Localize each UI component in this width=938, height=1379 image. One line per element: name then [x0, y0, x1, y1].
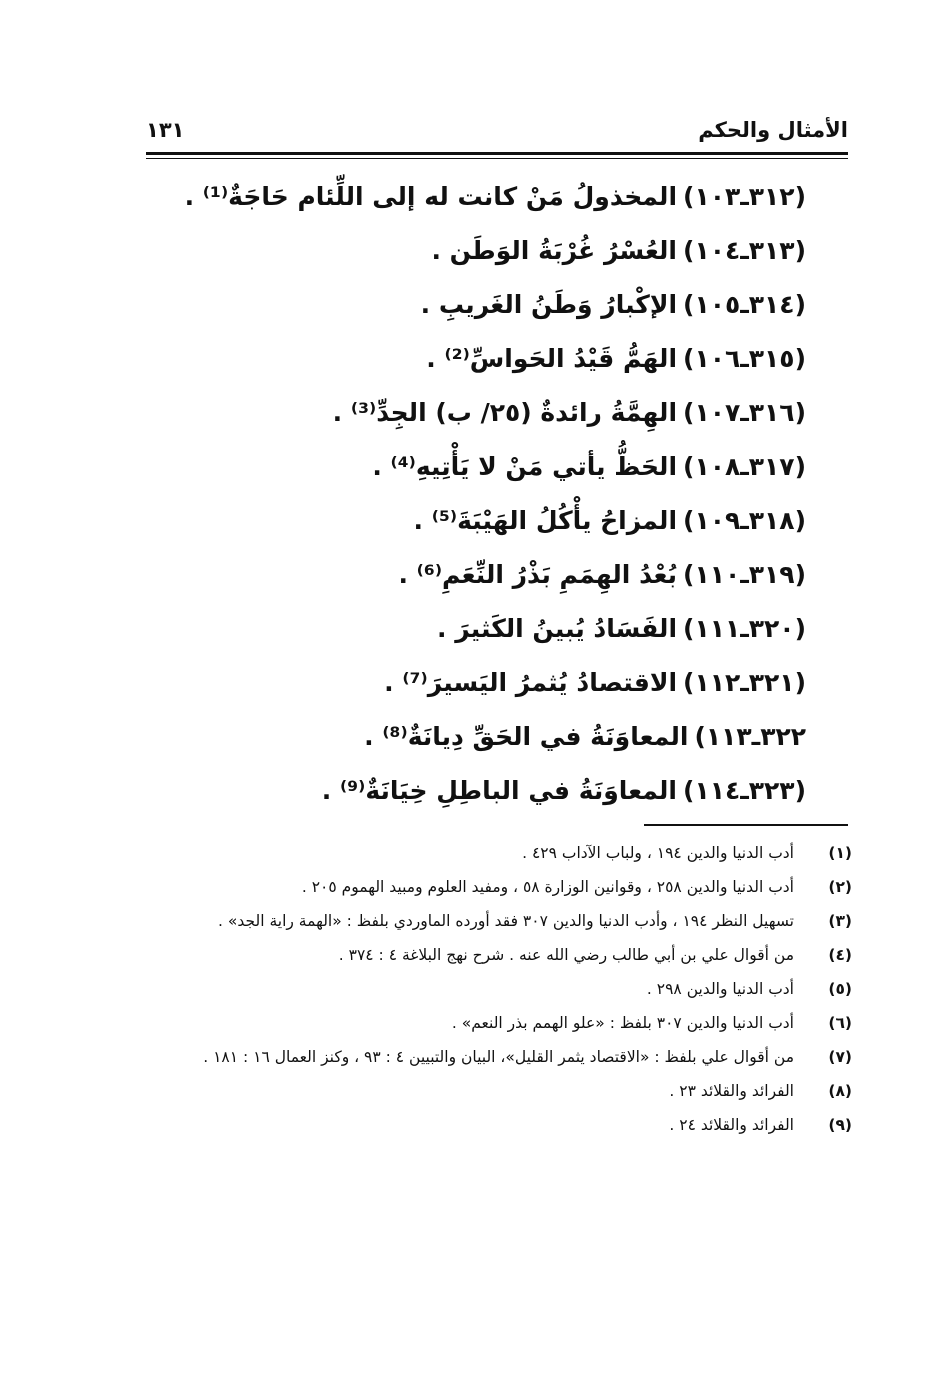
entry-number: (٣١٥ـ١٠٦): [683, 344, 806, 373]
proverb-entry: [166, 440, 806, 494]
footnote-separator: [644, 824, 848, 826]
footnote-marker: (١): [828, 844, 852, 862]
entry-number: (٣١٤ـ١٠٥): [683, 290, 806, 319]
proverb-entry: [166, 170, 806, 224]
footnote-text: تسهيل النظر ١٩٤ ، وأدب الدنيا والدين ٣٠٧ فقد أورده الماوردي بلفظ : «الهمة راية الجد» .: [218, 912, 794, 930]
footnote: [142, 870, 852, 904]
footnote-text: الفرائد والقلائد ٢٣ .: [669, 1082, 794, 1100]
entry-number: (٣٢١ـ١١٢): [683, 668, 806, 697]
footnote-marker: (٧): [828, 1048, 852, 1066]
footnote-text: أدب الدنيا والدين ١٩٤ ، ولباب الآداب ٤٢٩ .: [522, 844, 794, 862]
entry-text: المخذولُ مَنْ كانت له إلى اللِّئام حَاجَةٌ⁽¹⁾ .: [184, 182, 678, 211]
footnote-text: أدب الدنيا والدين ٢٩٨ .: [646, 980, 794, 998]
proverb-entry: [166, 656, 806, 710]
proverb-entry: [166, 548, 806, 602]
entry-text: المعاوَنَةُ في الحَقِّ دِيانَةٌ⁽⁸⁾ .: [364, 722, 689, 751]
header-rule-thin: [146, 158, 848, 159]
entry-number: (٣١٣ـ١٠٤): [683, 236, 806, 265]
running-header: [146, 114, 848, 148]
footnotes: [142, 836, 852, 1142]
entry-text: الفَسَادُ يُبينُ الكَثيرَ .: [437, 614, 678, 643]
page-number: ١٣١: [146, 118, 185, 142]
proverb-entry: [166, 494, 806, 548]
footnote: [142, 1074, 852, 1108]
footnote: [142, 938, 852, 972]
header-rule: [146, 152, 848, 155]
entry-text: الاقتصادُ يُثمرُ اليَسيرَ⁽⁷⁾ .: [384, 668, 678, 697]
entry-number: (٣١٨ـ١٠٩): [683, 506, 806, 535]
entry-number: (٣١٩ـ١١٠): [683, 560, 806, 589]
footnote-text: أدب الدنيا والدين ٣٠٧ بلفظ : «علو الهمم بذر النعم» .: [451, 1014, 794, 1032]
entry-text: الإكْبارُ وَطَنُ الغَريبِ .: [420, 290, 678, 319]
proverb-entry: [166, 332, 806, 386]
entry-number: (٣٢٣ـ١١٤): [683, 776, 806, 805]
footnote: [142, 972, 852, 1006]
proverb-entry: [166, 278, 806, 332]
proverb-entry: [166, 710, 806, 764]
entry-number: ٣٢٢ـ١١٣): [694, 722, 806, 751]
entry-number: (٣١٦ـ١٠٧): [683, 398, 806, 427]
proverb-entry: [166, 764, 806, 818]
entry-text: الهِمَّةُ رائدةٌ (٢٥/ ب) الجِدِّ⁽³⁾ .: [332, 398, 678, 427]
footnote-marker: (٥): [828, 980, 852, 998]
footnote-text: الفرائد والقلائد ٢٤ .: [669, 1116, 794, 1134]
footnote-marker: (٢): [828, 878, 852, 896]
footnote-text: من أقوال علي بن أبي طالب رضي الله عنه . شرح نهج البلاغة ٤ : ٣٧٤ .: [338, 946, 794, 964]
footnote-marker: (٦): [828, 1014, 852, 1032]
entry-number: (٣١٢ـ١٠٣): [683, 182, 806, 211]
footnote: [142, 904, 852, 938]
footnote-text: من أقوال علي بلفظ : «الاقتصاد يثمر القليل»، البيان والتبيين ٤ : ٩٣ ، وكنز العمال ١٦ : ١٨١ .: [203, 1048, 794, 1066]
entry-text: الحَظُّ يأتي مَنْ لا يَأْتِيهِ⁽⁴⁾ .: [372, 452, 678, 481]
footnote-marker: (٤): [828, 946, 852, 964]
proverb-list: [166, 170, 806, 818]
proverb-entry: [166, 602, 806, 656]
footnote-marker: (٩): [828, 1116, 852, 1134]
footnote-marker: (٣): [828, 912, 852, 930]
entry-number: (٣٢٠ـ١١١): [683, 614, 806, 643]
proverb-entry: [166, 224, 806, 278]
entry-text: العُسْرُ غُرْبَةُ الوَطَن .: [431, 236, 678, 265]
footnote: [142, 1108, 852, 1142]
entry-text: المزاحُ يأْكُلُ الهَيْبَةَ⁽⁵⁾ .: [413, 506, 678, 535]
footnote-text: أدب الدنيا والدين ٢٥٨ ، وقوانين الوزارة ٥٨ ، ومفيد العلوم ومبيد الهموم ٢٠٥ .: [301, 878, 794, 896]
entry-number: (٣١٧ـ١٠٨): [683, 452, 806, 481]
entry-text: المعاوَنَةُ في الباطِلِ خِيَانَةٌ⁽⁹⁾ .: [321, 776, 678, 805]
entry-text: بُعْدُ الهِمَمِ بَذْرُ النِّعَمِ⁽⁶⁾ .: [398, 560, 678, 589]
footnote: [142, 1006, 852, 1040]
header-title: الأمثال والحكم: [698, 118, 848, 142]
footnote: [142, 836, 852, 870]
entry-text: الهَمُّ قَيْدُ الحَواسِّ⁽²⁾ .: [426, 344, 678, 373]
footnote-marker: (٨): [828, 1082, 852, 1100]
footnote: [142, 1040, 852, 1074]
proverb-entry: [166, 386, 806, 440]
